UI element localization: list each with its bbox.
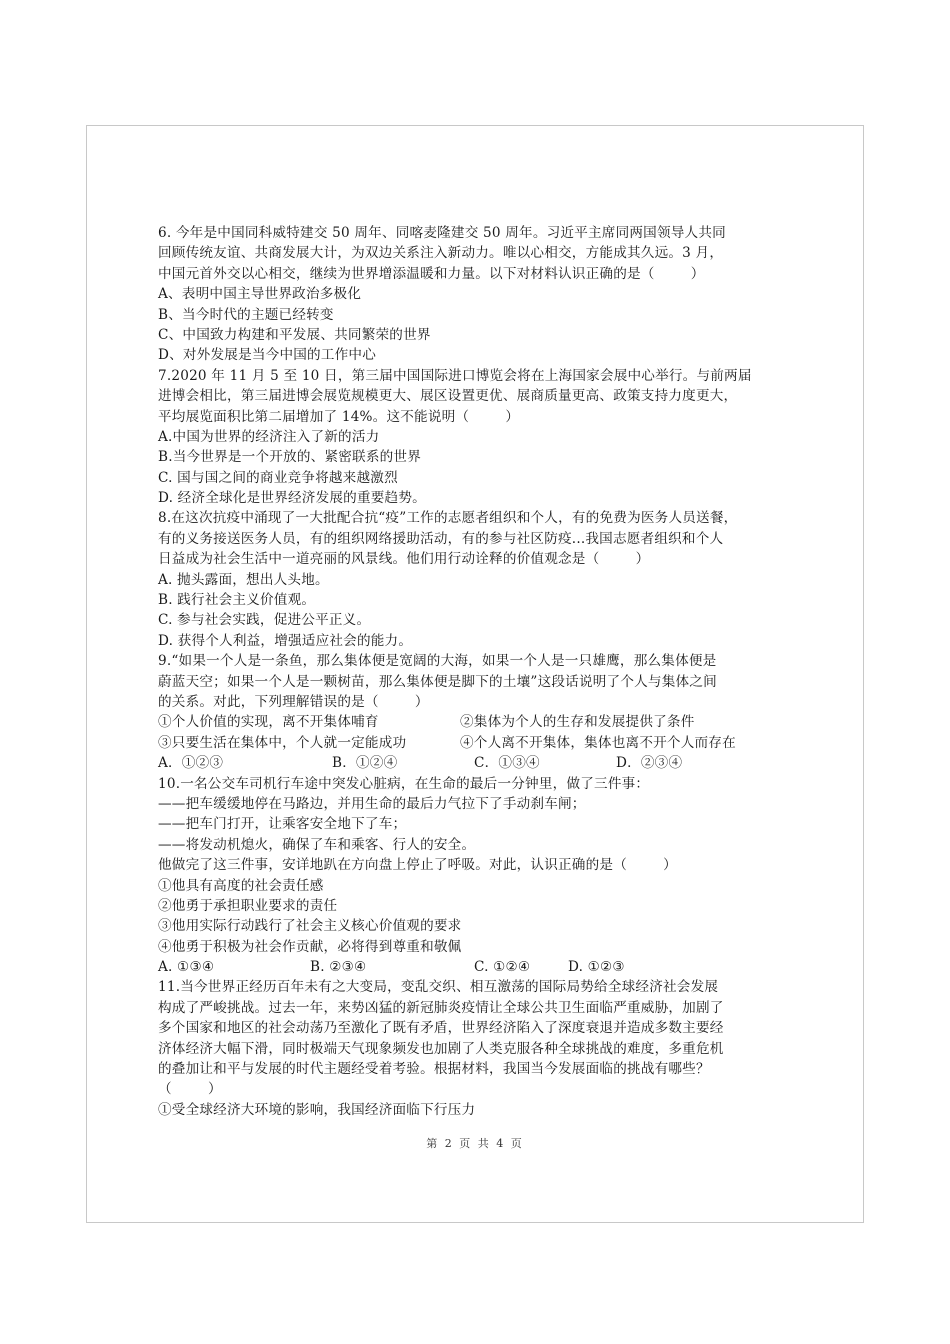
question-stem-line: 有的义务接送医务人员，有的组织网络援助活动，有的参与社区防疫...我国志愿者组织和个人: [158, 530, 724, 547]
option-d: D．②③④: [616, 755, 683, 772]
statement: ②集体为个人的生存和发展提供了条件: [460, 714, 695, 731]
question-stem-line: 11.当今世界正经历百年未有之大变局，变乱交织、相互激荡的国际局势给全球经济社会发展: [158, 979, 719, 996]
statement: ①受全球经济大环境的影响，我国经济面临下行压力: [158, 1101, 476, 1118]
statement: ④他勇于积极为社会作贡献，必将得到尊重和敬佩: [158, 938, 462, 955]
question-stem-line: 6. 今年是中国同科威特建交 50 周年、同喀麦隆建交 50 周年。习近平主席同两国领导人共同: [158, 225, 726, 241]
statement: ①个人价值的实现，离不开集体哺育: [158, 714, 379, 731]
question-stem-line: 进博会相比，第三届进博会展览规模更大、展区设置更优、展商质量更高、政策支持力度更大，: [158, 388, 738, 405]
exam-content: [158, 223, 798, 1120]
question-stem-line: 中国元首外交以心相交，继续为世界增添温暖和力量。以下对材料认识正确的是（ ）: [158, 265, 705, 282]
option-a: A．①②③: [158, 755, 224, 772]
option-d: D. 获得个人利益，增强适应社会的能力。: [158, 632, 413, 649]
question-6: [158, 223, 798, 366]
question-stem-line: 7.2020 年 11 月 5 至 10 日，第三届中国国际进口博览会将在上海国家会展中心举行。与前两届: [158, 367, 752, 384]
question-stem-line: 8.在这次抗疫中涌现了一大批配合抗“疫”工作的志愿者组织和个人，有的免费为医务人员送餐，: [158, 510, 738, 527]
option-d: D. 经济全球化是世界经济发展的重要趋势。: [158, 490, 426, 507]
question-10: [158, 774, 798, 978]
option-c: C. ①②④: [474, 959, 531, 976]
option-c: C、中国致力构建和平发展、共同繁荣的世界: [158, 326, 431, 343]
question-stem-line: 蔚蓝天空；如果一个人是一颗树苗，那么集体便是脚下的土壤”这段话说明了个人与集体之间: [158, 673, 717, 690]
option-a: A. 抛头露面，想出人头地。: [158, 571, 329, 588]
option-c: C．①③④: [474, 755, 540, 772]
statement: ③他用实际行动践行了社会主义核心价值观的要求: [158, 918, 462, 935]
answer-bracket: （ ）: [158, 1081, 222, 1098]
statement-row: [158, 712, 798, 732]
option-b: B、当今时代的主题已经转变: [158, 306, 334, 323]
option-b: B. 践行社会主义价值观。: [158, 592, 316, 609]
page-number-footer: 第 2 页 共 4 页: [426, 1137, 524, 1150]
question-9: [158, 651, 798, 773]
option-b: B. ②③④: [310, 959, 367, 976]
statement: ③只要生活在集体中，个人就一定能成功: [158, 734, 407, 751]
question-stem-line: 的关系。对此，下列理解错误的是（ ）: [158, 693, 429, 710]
option-c: C. 国与国之间的商业竞争将越来越激烈: [158, 469, 398, 486]
option-b: B．①②④: [332, 755, 398, 772]
question-stem-line: 回顾传统友谊、共商发展大计，为双边关系注入新动力。唯以心相交，方能成其久远。3 月，: [158, 245, 724, 262]
option-d: D. ①②③: [568, 959, 625, 976]
question-stem-line: ——把车缓缓地停在马路边，并用生命的最后力气拉下了手动刹车闸；: [158, 795, 586, 812]
statement: ①他具有高度的社会责任感: [158, 877, 324, 894]
question-stem-line: 多个国家和地区的社会动荡乃至激化了既有矛盾，世界经济陷入了深度衰退并造成多数主要经: [158, 1020, 724, 1037]
question-stem-line: 的叠加让和平与发展的时代主题经受着考验。根据材料，我国当今发展面临的挑战有哪些？: [158, 1061, 710, 1078]
option-d: D、对外发展是当今中国的工作中心: [158, 347, 377, 364]
options-row: [158, 957, 798, 977]
question-stem-line: 济体经济大幅下滑，同时极端天气现象频发也加剧了人类克服各种全球挑战的难度，多重危机: [158, 1040, 724, 1057]
question-8: [158, 508, 798, 651]
statement: ②他勇于承担职业要求的责任: [158, 897, 338, 914]
question-stem-line: 9.“如果一个人是一条鱼，那么集体便是宽阔的大海，如果一个人是一只雄鹰，那么集体便是: [158, 653, 717, 670]
option-a: A. ①③④: [158, 959, 215, 976]
question-stem-line: ——把车门打开，让乘客安全地下了车；: [158, 816, 407, 833]
question-7: [158, 366, 798, 509]
options-row: [158, 753, 798, 773]
statement: ④个人离不开集体，集体也离不开个人而存在: [460, 734, 736, 751]
question-stem-line: 他做完了这三件事，安详地趴在方向盘上停止了呼吸。对此，认识正确的是（ ）: [158, 857, 677, 874]
option-a: A、表明中国主导世界政治多极化: [158, 286, 362, 303]
option-b: B.当今世界是一个开放的、紧密联系的世界: [158, 449, 421, 466]
question-stem-line: 构成了严峻挑战。过去一年，来势凶猛的新冠肺炎疫情让全球公共卫生面临严重威胁，加剧了: [158, 999, 724, 1016]
question-stem-line: ——将发动机熄火，确保了车和乘客、行人的安全。: [158, 836, 476, 853]
statement-row: [158, 733, 798, 753]
question-11: [158, 977, 798, 1120]
option-c: C. 参与社会实践，促进公平正义。: [158, 612, 371, 629]
question-stem-line: 日益成为社会生活中一道亮丽的风景线。他们用行动诠释的价值观念是（ ）: [158, 551, 650, 568]
option-a: A.中国为世界的经济注入了新的活力: [158, 428, 380, 445]
question-stem-line: 平均展览面积比第二届增加了 14%。这不能说明（ ）: [158, 408, 520, 425]
question-stem-line: 10.一名公交车司机行车途中突发心脏病，在生命的最后一分钟里，做了三件事：: [158, 775, 650, 792]
